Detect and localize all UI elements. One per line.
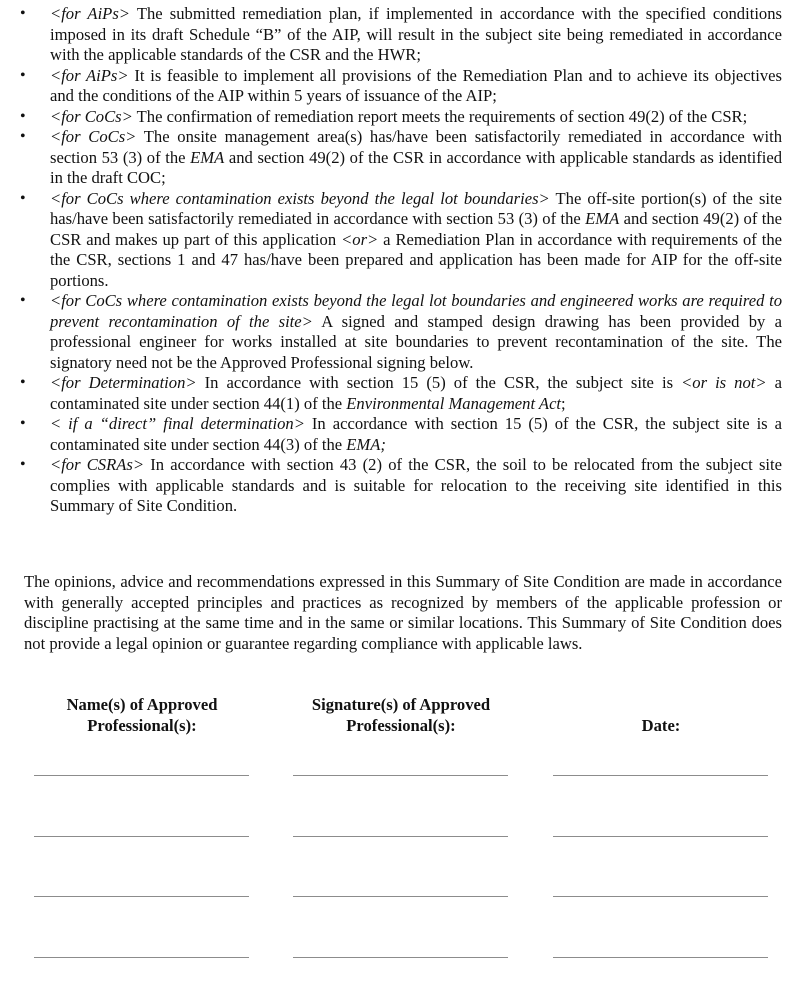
- bullet-icon: [20, 127, 26, 148]
- bullet-emphasis: <or is not>: [681, 373, 767, 392]
- bullet-csra-soil-relocation: [0, 455, 800, 517]
- name-field-line-3[interactable]: [34, 896, 249, 897]
- bullet-tag: <for Determination>: [50, 373, 197, 392]
- date-field-line-3[interactable]: [553, 896, 768, 897]
- bullet-text: a contaminated site under section 44(1) of the: [50, 373, 783, 413]
- bullet-text: and section 49(2) of the CSR in accordance with applicable standards as identified in the draft COC;: [50, 147, 782, 187]
- signature-column-header: [271, 695, 531, 736]
- bullet-emphasis: <or>: [341, 229, 379, 249]
- closing-disclaimer-paragraph: The opinions, advice and recommendations expressed in this Summary of Site Condition are made in accordance with generally accepted principles and practices as recognized by members of the applicable profession or discipline practising at the same time and in the same or similar locations. This Summary of Site Condition does not provide a legal opinion or guarantee regarding compliance with applicable laws.: [24, 572, 782, 653]
- bullet-coc-confirmation-report: [0, 107, 800, 128]
- bullet-text: In accordance with section 15 (5) of the CSR, the subject site is: [196, 373, 682, 392]
- name-header-line2: Professional(s):: [87, 715, 197, 735]
- bullet-text: It is feasible to implement all provisions of the Remediation Plan and to achieve its objectives and the conditions of the AIP within 5 years of issuance of the AIP;: [50, 65, 782, 105]
- bullet-direct-final-determination: [0, 414, 800, 455]
- bullet-text: and section 49(2) of the CSR and makes up part of this application: [50, 209, 782, 249]
- bullet-coc-onsite-management: [0, 127, 800, 189]
- bullet-text: ;: [561, 393, 566, 413]
- name-field-line-2[interactable]: [34, 836, 249, 837]
- signature-block-headers: [0, 695, 800, 745]
- bullet-text: The confirmation of remediation report meets the requirements of section 49(2) of the CSR;: [132, 106, 748, 126]
- bullet-text: The submitted remediation plan, if implemented in accordance with the specified conditions imposed in its draft Schedule “B” of the AIP, will result in the subject site being remediated in accordance with the applicable standards of the CSR and the HWR;: [50, 4, 782, 64]
- signature-field-line-1[interactable]: [293, 775, 508, 776]
- bullet-tag: <for CoCs where contamination exists beyond the legal lot boundaries>: [50, 188, 550, 208]
- date-field-line-2[interactable]: [553, 836, 768, 837]
- bullet-icon: [20, 414, 26, 435]
- bullet-icon: [20, 455, 26, 476]
- bullet-coc-offsite-portions: [0, 189, 800, 292]
- bullet-tag: <for CoCs>: [50, 106, 133, 126]
- bullet-icon: [20, 189, 26, 210]
- bullet-icon: [20, 373, 26, 394]
- bullet-icon: [20, 107, 26, 128]
- date-header: Date:: [641, 716, 681, 735]
- signature-header-line1: Signature(s) of Approved: [311, 695, 491, 714]
- date-field-line-1[interactable]: [553, 775, 768, 776]
- signature-field-line-4[interactable]: [293, 957, 508, 958]
- bullet-text: a Remediation Plan in accordance with requirements of the the CSR, sections 1 and 47 has/have been prepared and application has been made for AIP for the off-site portions.: [50, 229, 782, 290]
- signature-field-line-2[interactable]: [293, 836, 508, 837]
- name-header-line1: Name(s) of Approved: [66, 695, 218, 714]
- bullet-text: A signed and stamped design drawing has been provided by a professional engineer for works installed at site boundaries to prevent recontamination of the site. The signatory need not be the Approved Professional signing below.: [50, 311, 783, 372]
- bullet-text: In accordance with section 15 (5) of the CSR, the subject site is a contaminated site under section 44(3) of the: [50, 414, 782, 454]
- name-field-line-4[interactable]: [34, 957, 249, 958]
- bullet-emphasis: Environmental Management Act: [346, 393, 562, 413]
- name-column-header: [12, 695, 272, 736]
- date-column-header: [531, 716, 791, 737]
- bullet-tag: < if a “direct” final determination>: [50, 414, 305, 433]
- bullet-icon: [20, 4, 26, 25]
- bullet-text: The off-site portion(s) of the site has/have been satisfactorily remediated in accordance with section 53 (3) of the: [50, 188, 782, 228]
- bullet-emphasis: EMA: [585, 209, 620, 228]
- bullet-tag: <for CoCs where contamination exists beyond the legal lot boundaries and engineered works are required to prevent recontamination of the site>: [50, 291, 782, 331]
- bullet-emphasis: EMA;: [346, 434, 386, 454]
- conditions-bullet-list: [0, 4, 800, 517]
- bullet-tag: <for AiPs>: [50, 65, 129, 85]
- signature-header-line2: Professional(s):: [346, 715, 456, 735]
- name-field-line-1[interactable]: [34, 775, 249, 776]
- bullet-icon: [20, 291, 26, 312]
- bullet-tag: <for AiPs>: [50, 4, 130, 23]
- bullet-tag: <for CSRAs>: [50, 455, 145, 474]
- bullet-tag: <for CoCs>: [50, 127, 137, 146]
- signature-field-line-3[interactable]: [293, 896, 508, 897]
- bullet-coc-engineered-works: [0, 291, 800, 373]
- bullet-aip-remediation-plan: [0, 4, 800, 66]
- bullet-determination: [0, 373, 800, 414]
- date-field-line-4[interactable]: [553, 957, 768, 958]
- bullet-icon: [20, 66, 26, 87]
- bullet-aip-feasibility: [0, 66, 800, 107]
- bullet-text: In accordance with section 43 (2) of the CSR, the soil to be relocated from the subject site complies with applicable standards and is suitable for relocation to the receiving site identified in this Summary of Site Condition.: [50, 455, 782, 515]
- bullet-emphasis: EMA: [190, 147, 225, 167]
- bullet-text: The onsite management area(s) has/have been satisfactorily remediated in accordance with section 53 (3) of the: [50, 127, 782, 167]
